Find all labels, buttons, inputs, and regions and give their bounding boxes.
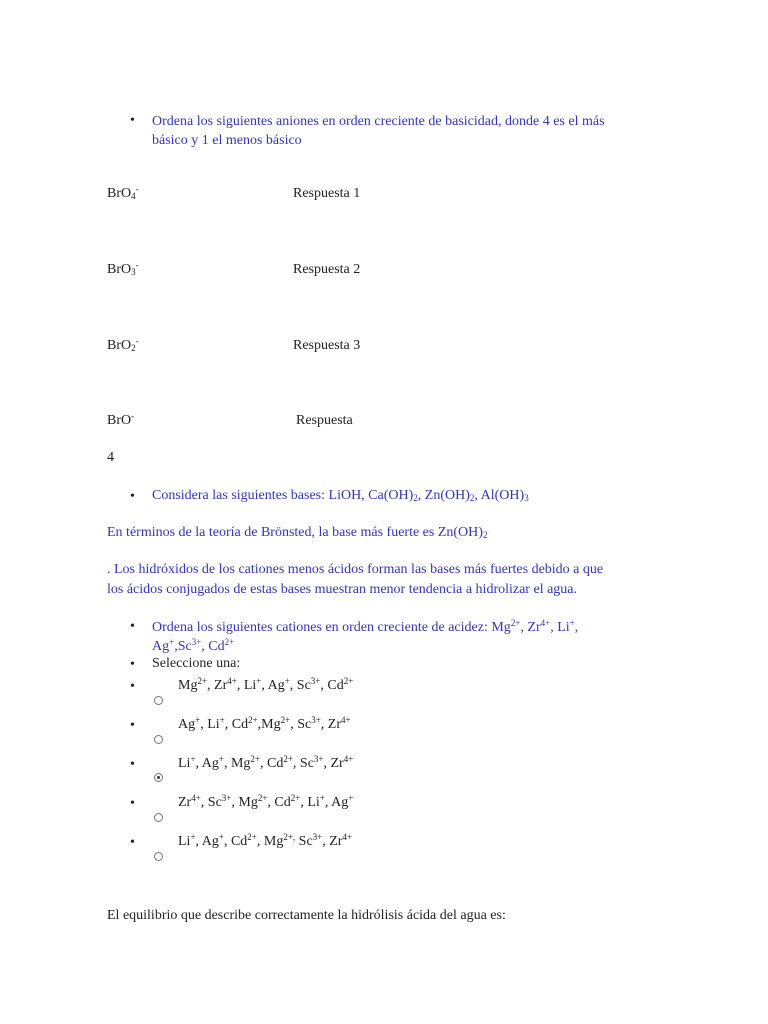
question-2-prompt bbox=[152, 488, 529, 504]
answer-text: En términos de la teoría de Brönsted, la base más fuerte es Zn(OH) bbox=[107, 525, 483, 540]
anion-charge: - bbox=[135, 184, 139, 194]
radio-option-4[interactable] bbox=[154, 813, 163, 822]
bullet-icon: • bbox=[130, 835, 135, 850]
answer-select-3[interactable]: Respuesta 3 bbox=[293, 338, 361, 353]
bullet-icon: • bbox=[130, 619, 135, 634]
question-2-prompt-text: , Zn(OH) bbox=[417, 488, 470, 503]
select-one-label: Seleccione una: bbox=[152, 656, 241, 671]
anion-label-3 bbox=[107, 338, 139, 354]
explanation-line1: . Los hidróxidos de los cationes menos ácidos forman las bases más fuertes debido a que bbox=[107, 562, 604, 577]
anion-label-1 bbox=[107, 186, 139, 202]
anion-charge: - bbox=[135, 336, 139, 346]
anion-label-4 bbox=[107, 413, 134, 429]
bullet-icon: • bbox=[130, 718, 135, 733]
option-label: Li+, Ag+, $Mg^{2+}$, $Cd^{2+}$, $Sc^{3+}$, $Zr^{4+}$ bbox=[178, 754, 354, 771]
explanation-line2: los ácidos conjugados de estas bases muestran menor tendencia a hidrolizar el agua. bbox=[107, 582, 578, 597]
bullet-icon: • bbox=[130, 796, 135, 811]
question-1-prompt-line1: Ordena los siguientes aniones en orden creciente de basicidad, donde 4 es el más bbox=[152, 114, 605, 129]
anion-subscript: 4 bbox=[131, 191, 136, 201]
question-1-prompt bbox=[152, 112, 605, 150]
anion-charge: - bbox=[135, 260, 139, 270]
bullet-icon: • bbox=[130, 757, 135, 772]
anion-base: BrO bbox=[107, 338, 132, 353]
subscript: 2 bbox=[482, 530, 488, 540]
anion-base: BrO bbox=[107, 413, 132, 428]
question-3-prompt-text: Ordena los siguientes cationes en orden creciente de acidez: bbox=[152, 620, 492, 635]
radio-option-2[interactable] bbox=[154, 735, 163, 744]
bullet-icon: • bbox=[130, 113, 135, 128]
answer-select-2[interactable]: Respuesta 2 bbox=[293, 262, 361, 277]
radio-option-3[interactable] bbox=[154, 773, 163, 782]
question-2-prompt-text: , Al(OH) bbox=[474, 488, 525, 503]
anion-charge: - bbox=[131, 411, 135, 421]
anion-subscript: 3 bbox=[131, 267, 136, 277]
question-2-answer bbox=[107, 525, 487, 541]
anion-base: BrO bbox=[107, 262, 132, 277]
question-4-prompt: El equilibrio que describe correctamente la hidrólisis ácida del agua es: bbox=[107, 908, 506, 923]
subscript: 3 bbox=[524, 493, 529, 503]
anion-label-2 bbox=[107, 262, 139, 278]
question-3-prompt: Ordena los siguientes cationes en orden creciente de acidez: $Mg^{2+}$, $Zr^{4+}$, Li+, $Ag^+,Sc^{3+}$, $Cd^{2+}$ bbox=[152, 618, 579, 654]
anion-base: BrO bbox=[107, 186, 132, 201]
radio-option-1[interactable] bbox=[154, 696, 163, 705]
question-1-prompt-line2: básico y 1 el menos básico bbox=[152, 133, 302, 148]
anion-subscript: 2 bbox=[131, 343, 136, 353]
question-2-prompt-text: Considera las siguientes bases: LiOH, Ca(OH) bbox=[152, 488, 414, 503]
bullet-icon: • bbox=[130, 657, 135, 672]
answer-4-value: 4 bbox=[107, 450, 114, 465]
option-label: Li+, Ag+, $Cd^{2+}$, $Mg^{2+,}$ $Sc^{3+}$, $Zr^{4+}$ bbox=[178, 832, 353, 849]
answer-select-4[interactable]: Respuesta bbox=[296, 413, 353, 428]
bullet-icon: • bbox=[130, 489, 135, 504]
answer-select-1[interactable]: Respuesta 1 bbox=[293, 186, 361, 201]
option-label: Ag+, Li+, $Cd^{2+},Mg^{2+}$, $Sc^{3+}$, $Zr^{4+}$ bbox=[178, 715, 351, 732]
radio-option-5[interactable] bbox=[154, 852, 163, 861]
question-2-explanation bbox=[107, 560, 603, 600]
option-label: $Mg^{2+}$, $Zr^{4+}$, Li+, Ag+, $Sc^{3+}$, $Cd^{2+}$ bbox=[178, 676, 354, 693]
subscript: 2 bbox=[413, 493, 418, 503]
option-label: $Zr^{4+}$, $Sc^{3+}$, $Mg^{2+}$, $Cd^{2+}$, Li+, Ag+ bbox=[178, 793, 354, 810]
bullet-icon: • bbox=[130, 679, 135, 694]
subscript: 2 bbox=[469, 493, 475, 503]
